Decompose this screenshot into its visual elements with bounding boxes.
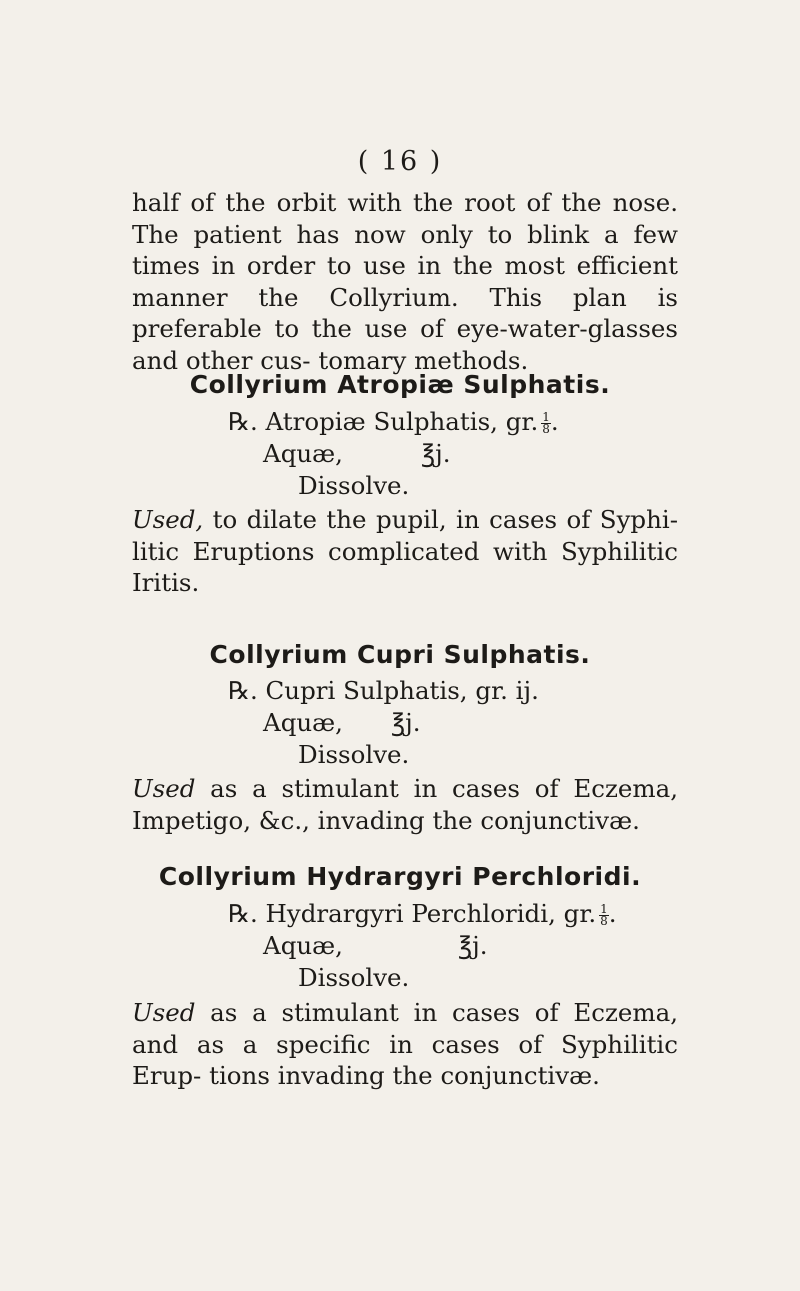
dissolve-instruction: Dissolve.	[298, 740, 410, 769]
prescription-line-1	[228, 676, 539, 705]
fraction-numerator: 1	[542, 410, 550, 424]
prescription-quantity: ℥j.	[421, 439, 451, 468]
fraction-denominator: 8	[542, 422, 550, 436]
prescription-line-2	[263, 708, 421, 737]
fraction	[599, 904, 609, 927]
page-number: ( 16 )	[357, 146, 443, 177]
usage-text: as a stimulant in cases of Eczema, and as a specific in cases of Syphilitic Erup- tions invading the conjunctivæ.	[132, 998, 678, 1090]
usage-text: to dilate the pupil, in cases of Syphi- litic Eruptions complicated with Syphilitic Iritis.	[132, 505, 678, 597]
prescription-vehicle: Aquæ,	[263, 708, 343, 737]
prescription-line-1	[228, 407, 559, 436]
fraction	[541, 412, 551, 435]
usage-paragraph	[132, 997, 678, 1092]
prescription-vehicle: Aquæ,	[263, 439, 343, 468]
section-heading-atropiae: Collyrium Atropiæ Sulphatis.	[189, 370, 611, 399]
intro-paragraph: half of the orbit with the root of the nose. The patient has now only to blink a few times in order to use in the most efficient manner the Collyrium. This plan is preferable to the use of eye-water-glasses and other cus- tomary methods.	[132, 188, 678, 375]
fraction-denominator: 8	[600, 914, 608, 928]
prescription-line-2	[263, 439, 451, 468]
prescription-ingredient: ℞. Hydrargyri Perchloridi, gr.	[228, 899, 597, 928]
prescription-quantity: ℥j.	[391, 708, 421, 737]
prescription-terminator: .	[608, 899, 617, 928]
dissolve-instruction: Dissolve.	[298, 471, 410, 500]
prescription-terminator: .	[550, 407, 559, 436]
prescription-vehicle: Aquæ,	[263, 931, 343, 960]
dissolve-instruction: Dissolve.	[298, 963, 410, 992]
section-heading-cupri: Collyrium Cupri Sulphatis.	[209, 640, 591, 669]
prescription-line-1	[228, 899, 617, 928]
fraction-numerator: 1	[600, 902, 608, 916]
used-word: Used,	[132, 505, 204, 534]
usage-paragraph	[132, 773, 678, 836]
used-word: Used	[132, 998, 196, 1027]
usage-paragraph	[132, 504, 678, 599]
section-heading-hydrargyri: Collyrium Hydrargyri Perchloridi.	[158, 862, 642, 891]
used-word: Used	[132, 774, 196, 803]
prescription-ingredient: ℞. Atropiæ Sulphatis, gr.	[228, 407, 539, 436]
prescription-quantity: ℥j.	[458, 931, 488, 960]
prescription-line-2	[263, 931, 488, 960]
prescription-ingredient: ℞. Cupri Sulphatis, gr. ij.	[228, 676, 539, 705]
usage-text: as a stimulant in cases of Eczema, Impetigo, &c., invading the conjunctivæ.	[132, 774, 678, 835]
